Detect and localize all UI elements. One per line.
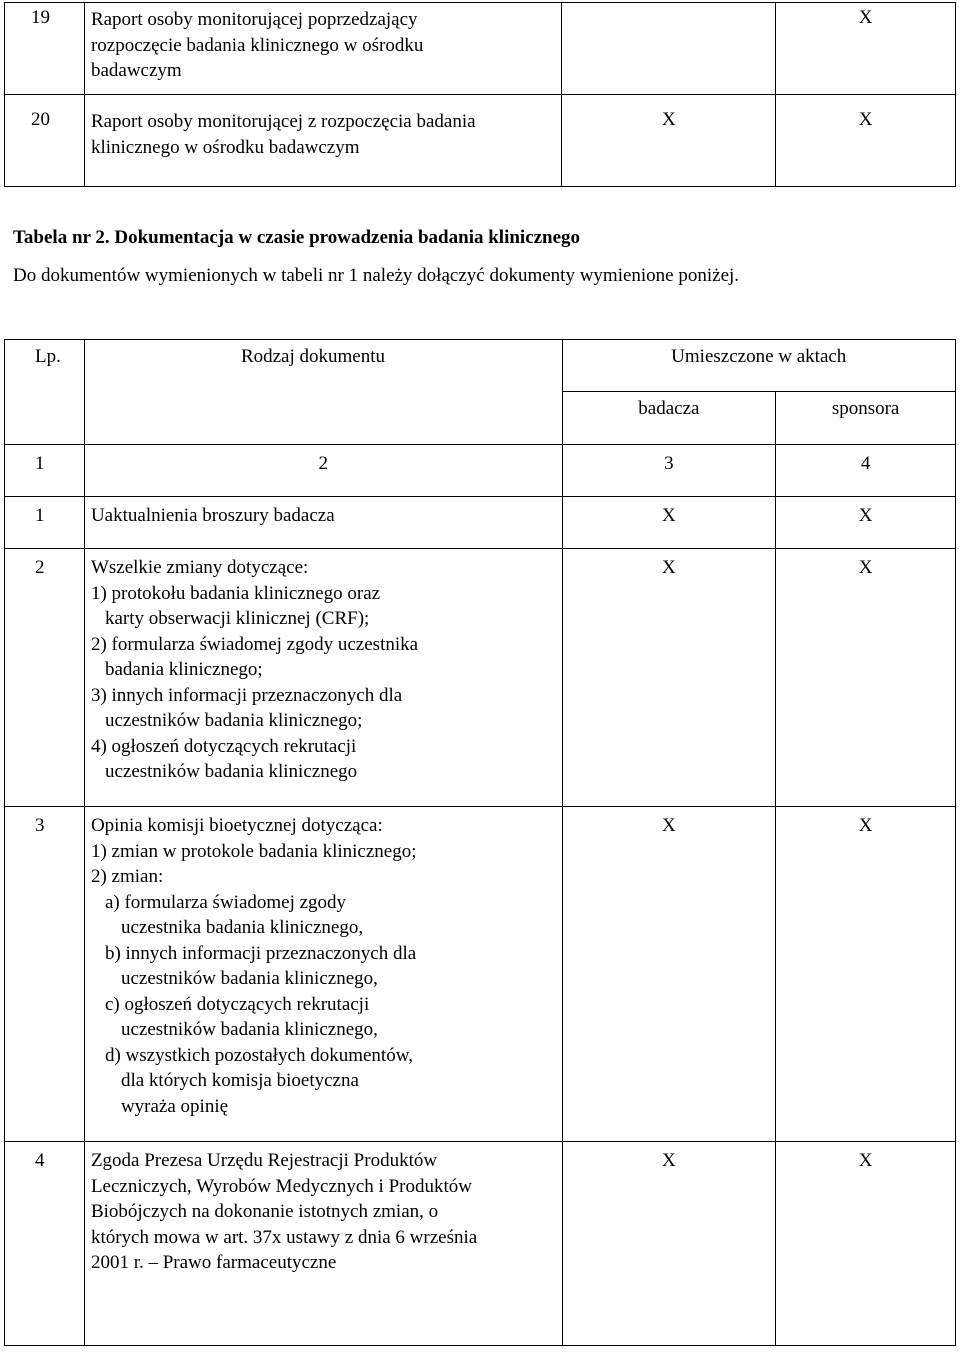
table-number: Tabela nr 2. (13, 227, 110, 248)
description-line: Biobójczych na dokonanie istotnych zmian, o (90, 1201, 439, 1222)
row-number: 3 (5, 807, 85, 1142)
description-line: Raport osoby monitorującej z rozpoczęcia badania (90, 111, 476, 132)
table-row (5, 95, 956, 187)
badacza-mark: X (562, 549, 776, 807)
row-description (84, 497, 562, 549)
description-line: klinicznego w ośrodku badawczym (90, 136, 360, 158)
description-line: d) wszystkich pozostałych dokumentów, (104, 1044, 413, 1066)
table-caption (13, 227, 580, 249)
table-row (5, 497, 956, 549)
description-line: 2) formularza świadomej zgody uczestnika (90, 633, 419, 655)
sponsora-mark: X (776, 3, 956, 95)
badacza-mark: X (562, 497, 776, 549)
header-sponsora: sponsora (776, 392, 956, 445)
column-number: 4 (776, 445, 956, 497)
description-line: uczestników badania klinicznego, (120, 968, 378, 989)
row-number: 20 (5, 95, 85, 187)
column-number-row (5, 445, 956, 497)
badacza-mark: X (562, 1142, 776, 1346)
description-line: 3) innych informacji przeznaczonych dla (90, 684, 403, 706)
table-note: Do dokumentów wymienionych w tabeli nr 1 należy dołączyć dokumenty wymienione poniżej. (13, 265, 740, 286)
sponsora-mark: X (776, 1142, 956, 1346)
description-line: Wszelkie zmiany dotyczące: (90, 557, 309, 578)
header-row (5, 340, 956, 392)
description-line: 1) zmian w protokole badania klinicznego; (90, 840, 417, 862)
description-line: badania klinicznego; (104, 659, 263, 680)
header-umieszczone: Umieszczone w aktach (562, 340, 956, 392)
description-line: 2) zmian: (90, 866, 164, 887)
row-description (84, 549, 562, 807)
table2-body (5, 445, 956, 1346)
description-line: uczestników badania klinicznego; (104, 710, 363, 731)
description-line: wyraża opinię (120, 1095, 229, 1117)
table-row (5, 549, 956, 807)
description-line: 4) ogłoszeń dotyczących rekrutacji (90, 735, 357, 757)
description-line: Raport osoby monitorującej poprzedzający (90, 9, 418, 30)
column-number: 2 (84, 445, 562, 497)
description-line: Zgoda Prezesa Urzędu Rejestracji Produktów (90, 1150, 438, 1171)
description-line: karty obserwacji klinicznej (CRF); (104, 608, 370, 629)
description-line: 2001 r. – Prawo farmaceutyczne (90, 1252, 337, 1273)
table-header (5, 340, 956, 445)
sponsora-mark: X (776, 95, 956, 187)
description-line: Leczniczych, Wyrobów Medycznych i Produktów (90, 1175, 472, 1197)
description-line: Uaktualnienia broszury badacza (90, 505, 335, 526)
badacza-mark (562, 3, 776, 95)
description-line: a) formularza świadomej zgody (104, 891, 347, 913)
row-description (84, 3, 562, 95)
header-lp: Lp. (5, 340, 85, 445)
sponsora-mark: X (776, 549, 956, 807)
table-row (5, 3, 956, 95)
row-description (84, 95, 562, 187)
description-line: uczestnika badania klinicznego, (120, 917, 364, 938)
badacza-mark: X (562, 95, 776, 187)
table-row (5, 807, 956, 1142)
description-line: 1) protokołu badania klinicznego oraz (90, 582, 381, 604)
header-badacza: badacza (562, 392, 776, 445)
description-line: uczestników badania klinicznego (104, 761, 358, 782)
table-row (5, 1142, 956, 1346)
row-number: 1 (5, 497, 85, 549)
header-rodzaj: Rodzaj dokumentu (84, 340, 562, 445)
row-description (84, 1142, 562, 1346)
description-line: b) innych informacji przeznaczonych dla (104, 942, 417, 964)
row-description (84, 807, 562, 1142)
previous-table-continuation (4, 2, 956, 187)
column-number: 1 (5, 445, 85, 497)
row-number: 19 (5, 3, 85, 95)
description-line: c) ogłoszeń dotyczących rekrutacji (104, 993, 370, 1015)
badacza-mark: X (562, 807, 776, 1142)
table-title: Dokumentacja w czasie prowadzenia badania klinicznego (109, 227, 581, 248)
description-line: badawczym (90, 60, 182, 81)
table1-body (5, 3, 956, 187)
description-line: rozpoczęcie badania klinicznego w ośrodku (90, 34, 424, 56)
description-line: dla których komisja bioetyczna (120, 1070, 359, 1091)
sponsora-mark: X (776, 807, 956, 1142)
document-table (4, 339, 956, 1346)
description-line: których mowa w art. 37x ustawy z dnia 6 września (90, 1226, 478, 1248)
row-number: 4 (5, 1142, 85, 1346)
sponsora-mark: X (776, 497, 956, 549)
column-number: 3 (562, 445, 776, 497)
description-line: uczestników badania klinicznego, (120, 1019, 378, 1040)
row-number: 2 (5, 549, 85, 807)
description-line: Opinia komisji bioetycznej dotycząca: (90, 815, 383, 836)
